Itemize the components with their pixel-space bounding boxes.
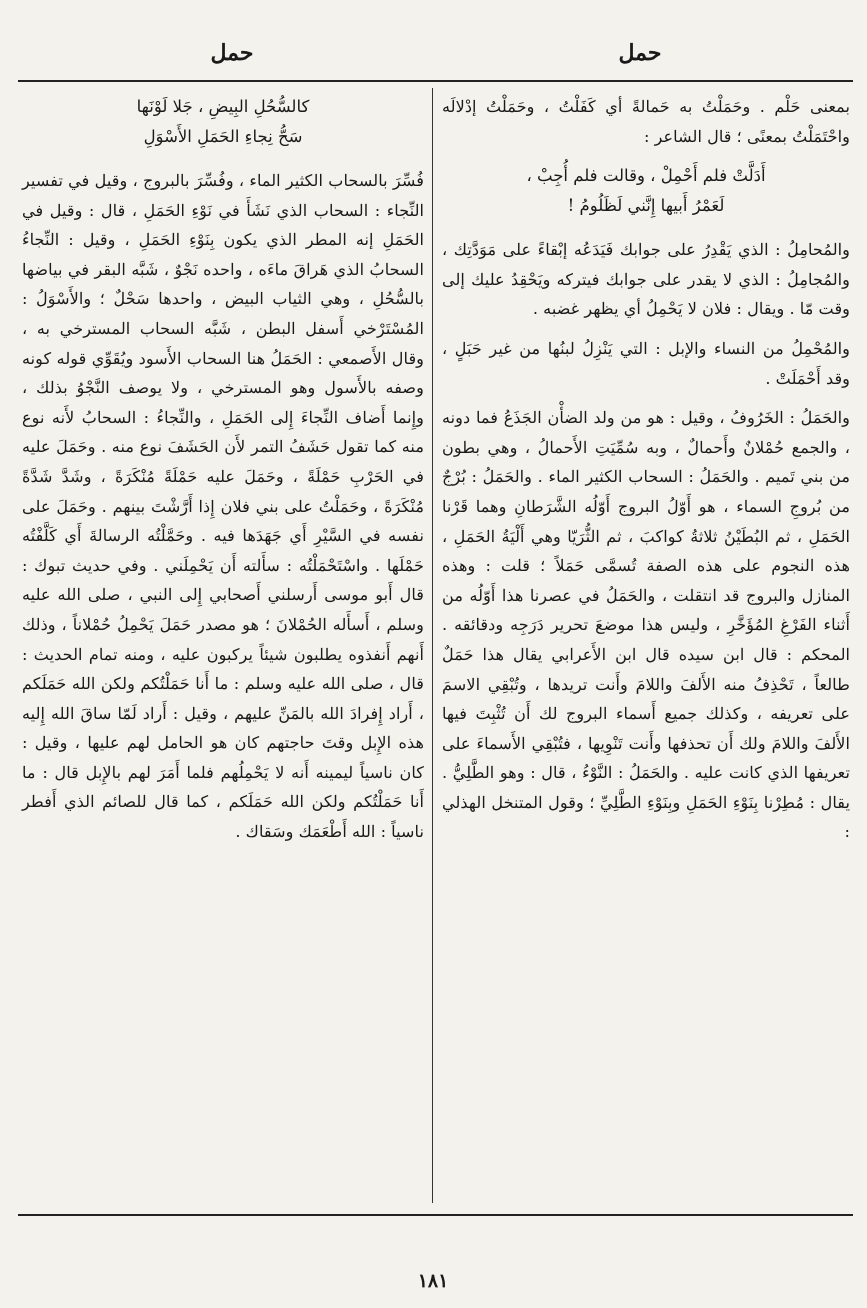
right-column [442,92,850,857]
verse-block-2 [22,92,424,152]
top-rule [18,80,853,82]
verse-block-1 [442,161,850,221]
right-paragraph-3: والمُحْمِلُ من النساء والإبل : التي يَنْزِلُ لبنُها من غير حَبَلٍ ، وقد أَحْمَلَتْ . [442,338,850,388]
right-paragraph-2: والمُحامِلُ : الذي يَقْدِرُ على جوابك فَيَدَعُه إبْقاءً على مَوَدَّتِك ، والمُجامِلُ : الذي لا يقدر على جوابك فيتركه ويَحْقِدُ عليك إلى وقت مّا . ويقال : فلان لا يَحْمِلُ أي يظهر غضبه . [442,240,850,319]
right-paragraph-1: بمعنى حَلْم . وحَمَلْتُ به حَمالةً أي كَفَلْتُ ، وحَمَلْتُ إدْلالَه واحْتَمَلْتُ بمعنًى ؛ قال الشاعر : [442,97,850,146]
running-head-right: حمل [618,40,662,66]
left-column [22,92,424,857]
column-divider [432,88,433,1203]
verse-line: لَعَمْرُ أَبيها إِنَّني لَظَلُومُ ! [567,196,725,216]
page-number: ١٨١ [417,1270,449,1292]
verse-line: أَدَلَّتْ فلم أَحْمِلْ ، وقالت فلم أُجِبْ ، [526,166,766,186]
left-paragraph-1: فُسِّرَ بالسحاب الكثير الماء ، وفُسِّرَ بالبروج ، وقيل في تفسير النِّجاء : السحاب الذي نَشَأَ في نَوْءِ الحَمَلِ ، قال : وقيل في الحَمَلِ إنه المطر الذي يكون بِنَوْءِ الحَمَلِ ، وقيل : النِّجاءُ السحابُ الذي هَراقَ ماءَه ، واحده نَجْوٌ ، شَبَّه البقر في بياضها بالسُّحُلِ ، وهي الثياب البيض ، واحدها سَحْلٌ ؛ والأَسْوَلُ : المُسْتَرْخي أَسفل البطن ، شَبَّه السحاب المسترخي به ، وقال الأَصمعي : الحَمَلُ هنا السحاب الأَسود ويُقَوِّي قوله كونه وصفه بالأَسول وهو المسترخي ، ولا يوصف النَّجْوُ بذلك ، وإِنما أَضاف النِّجاءَ إِلى الحَمَلِ ، والنِّجاءُ : السحابُ لأَنه نوع منه كما تقول حَشَفُ التمر لأَن الحَشَفَ نوع منه . وحَمَلَ عليه في الحَرْبِ حَمْلَةً ، وحَمَلَ عليه حَمْلَةً مُنْكَرَةً ، وشَدَّ شَدَّةً مُنْكَرَةً ، وحَمَلْتُ على بني فلان إِذا أَرَّشْتَ بينهم . وحَمَلَ على نفسه في السَّيْرِ أَي جَهَدَها فيه . وحَمَّلْتُه الرسالةَ أَي كَلَّفْتُه حَمْلَها . واسْتَحْمَلْتُه : سأَلته أَن يَحْمِلَني . وفي حديث تبوك : قال أَبو موسى أَرسلني أَصحابي إِلى النبي ، صلى الله عليه وسلم ، أَسأَله الحُمْلانَ ؛ هو مصدر حَمَلَ يَحْمِلُ حُمْلاناً ، وذلك أَنهم أَنفذوه يطلبون شيئاً يركبون عليه ، ومنه تمام الحديث : قال ، صلى الله عليه وسلم : ما أَنا حَمَلْتُكم ولكن الله حَمَلَكم ، أَراد إِفرادَ الله بالمَنِّ عليهم ، وقيل : أَراد لَمّا ساقَ الله إِليه هذه الإِبل وقتَ حاجتهم كان هو الحامل لهم عليها ، وقيل : كان ناسياً ليمينه أَنه لا يَحْمِلُهم فلما أَمَرَ لهم بالإِبل قال : ما أَنا حَمَلْتُكم ولكن الله حَمَلَكم ، كما قال للصائم الذي أَفطر ناسياً : الله أَطْعَمَك وسَقاك . [22,171,424,842]
bottom-rule [18,1214,853,1216]
verse-line: كالسُّحُلِ البِيضِ ، جَلا لَوْنَها [136,97,310,116]
running-head-left: حمل [210,40,254,66]
verse-line: سَحُّ نِجاءِ الحَمَلِ الأَسْوَلِ [143,127,303,146]
right-paragraph-4: والحَمَلُ : الخَرُوفُ ، وقيل : هو من ولد الضأْن الجَذَعُ فما دونه ، والجمع حُمْلانٌ وأَحمالٌ ، وبه سُمِّيَتِ الأَحمالُ ، وهي بطون من بني تَميم . والحَمَلُ : السحاب الكثير الماء . والحَمَلُ : بُرْجٌ من بُروجِ السماء ، هو أَوّلُ البروج أَوّلُه الشَّرَطانِ وهما قَرْنا الحَمَلِ ، ثم البُطَيْنُ ثلاثةُ كواكبَ ، ثم الثُّرَيّا وهي أَلْيَةُ الحَمَلِ ، هذه النجوم على هذه الصفة تُسمَّى حَمَلاً ؛ قلت : وهذه المنازل والبروج قد انتقلت ، والحَمَلُ في عصرنا هذا أَوّلُه من أَثناء الفَرْغِ المُؤَخَّرِ ، وليس هذا موضعَ تحرير دَرَجِه ودقائقه . المحكم : قال ابن سيده قال ابن الأَعرابي يقال هذا حَمَلٌ طالعاً ، تَحْذِفُ منه الأَلفَ واللامَ وأَنت تريدها ، وتُبْقِي الاسمَ على تعريفه ، وكذلك جميع أَسماء البروج لك أَن تُثْبِتَ فيها الأَلفَ واللامَ ولك أَن تحذفها وأَنت تَنْوِيها ، فتُبْقِي الأَسماءَ على تعريفها الذي كانت عليه . والحَمَلُ : النَّوْءُ ، قال : وهو الطَّلِيُّ . يقال : مُطِرْنا بِنَوْءِ الحَمَلِ وبِنَوْءِ الطَّلِيِّ ؛ وقول المتنخل الهذلي : [442,408,850,842]
